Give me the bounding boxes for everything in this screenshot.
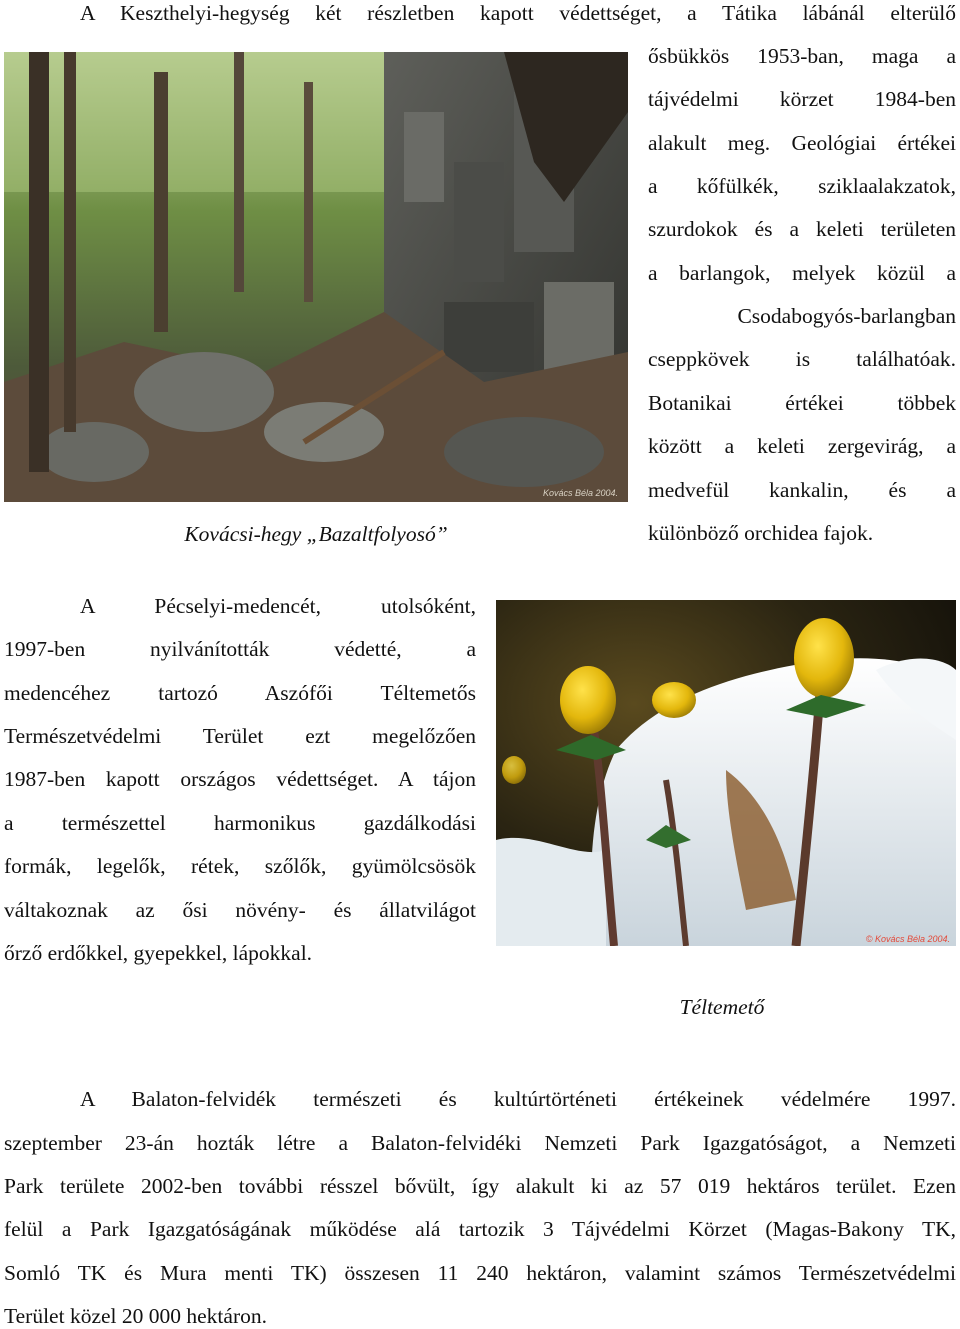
paragraph-1-line: Csodabogyós-barlangban [737,304,956,328]
paragraph-2-line: váltakoznak az ősi növény- és állatvilágot [4,898,476,922]
photo-watermark: © Kovács Béla 2004. [865,934,950,944]
paragraph-1-line: a kőfülkék, sziklaalakzatok, [648,174,956,198]
paragraph-1-line: medvefül kankalin, és a [648,478,956,502]
paragraph-2-line: A Pécselyi-medencét, utolsóként, [80,594,476,618]
paragraph-3-line: A Balaton-felvidék természeti és kultúrtörténeti értékeinek védelmére 1997. [80,1087,956,1111]
forest-photo-caption: Kovácsi-hegy „Bazaltfolyosó” [184,522,448,546]
paragraph-2-line: 1987-ben kapott országos védettséget. A tájon [4,767,476,791]
paragraph-2-line: formák, legelők, rétek, szőlők, gyümölcsösök [4,854,476,878]
paragraph-1-line: Botanikai értékei többek [648,391,956,415]
paragraph-2-line: Természetvédelmi Terület ezt megelőzően [4,724,476,748]
photo-watermark: Kovács Béla 2004. [542,488,618,498]
paragraph-3-line: Terület közel 20 000 hektáron. [4,1304,267,1328]
paragraph-3-line: szeptember 23-án hozták létre a Balaton-felvidéki Nemzeti Park Igazgatóságot, a Nemzeti [4,1131,956,1155]
paragraph-2-line: 1997-ben nyilvánították védetté, a [4,637,476,661]
paragraph-2-line: őrző erdőkkel, gyepekkel, lápokkal. [4,941,313,965]
paragraph-1-line: cseppkövek is találhatóak. [648,347,956,371]
paragraph-1-line: alakult meg. Geológiai értékei [648,131,956,155]
paragraph-1-line: ősbükkös 1953-ban, maga a [648,44,956,68]
paragraph-1-line: tájvédelmi körzet 1984-ben [648,87,956,111]
winter-aconite-photo [496,600,956,946]
paragraph-1-line: szurdokok és a keleti területen [648,217,956,241]
forest-photo [4,52,628,502]
paragraph-2-line: medencéhez tartozó Aszófői Téltemetős [4,681,476,705]
paragraph-3-line: Park területe 2002-ben további résszel bővült, így alakult ki az 57 019 hektáros terület. Ezen [4,1174,956,1198]
paragraph-1-line: között a keleti zergevirág, a [648,434,956,458]
paragraph-3-line: Somló TK és Mura menti TK) összesen 11 240 hektáron, valamint számos Természetvédelmi [4,1261,956,1285]
paragraph-1-line: különböző orchidea fajok. [648,521,874,545]
paragraph-1-line: a barlangok, melyek közül a [648,261,956,285]
paragraph-2-line: a természettel harmonikus gazdálkodási [4,811,476,835]
paragraph-1-first-line: A Keszthelyi-hegység két részletben kapott védettséget, a Tátika lábánál elterülő [80,1,956,25]
winter-aconite-caption: Téltemető [679,995,765,1019]
paragraph-3-line: felül a Park Igazgatóságának működése alá tartozik 3 Tájvédelmi Körzet (Magas-Bakony TK, [4,1217,956,1241]
